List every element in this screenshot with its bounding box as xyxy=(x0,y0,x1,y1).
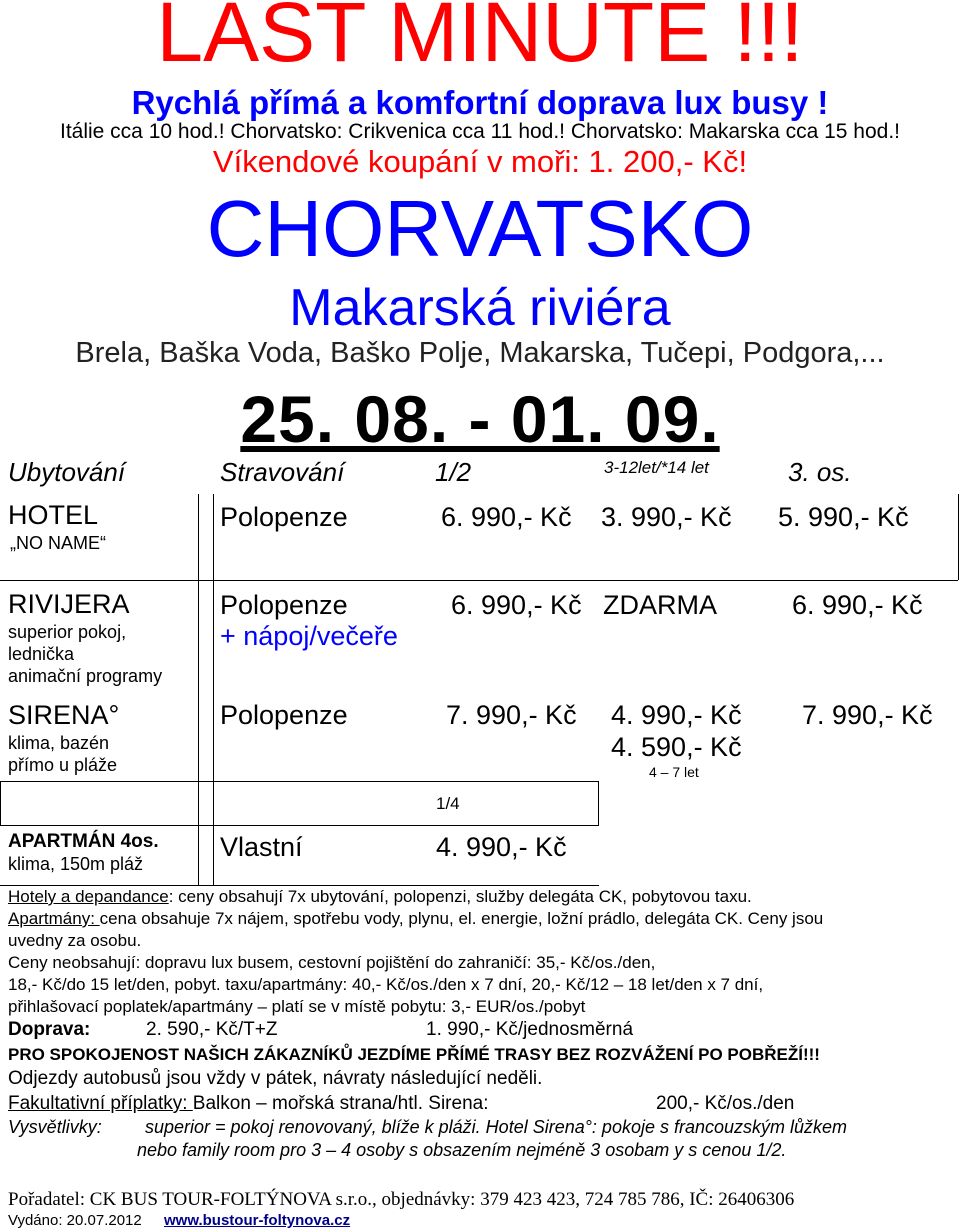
note-excluded-1: Ceny neobsahují: dopravu lux busem, cestovní pojištění do zahraničí: 35,- Kč/os./den, xyxy=(8,953,656,972)
note-excluded-2: 18,- Kč/do 15 let/den, pobyt. taxu/apartmány: 40,- Kč/os./den x 7 dní, 20,- Kč/12 – 18 let/den x 7 dní, xyxy=(8,975,764,994)
rivijera-board: Polopenze xyxy=(220,590,348,620)
sirena-price: 7. 990,- Kč xyxy=(446,700,577,730)
rivijera-board-extra: + nápoj/večeře xyxy=(220,621,398,651)
transport-oneway: 1. 990,- Kč/jednosměrná xyxy=(426,1019,634,1040)
sirena-board: Polopenze xyxy=(220,700,348,730)
legend-text-1: superior = pokoj renovovaný, blíže k pláži. Hotel Sirena°: pokoje s francouzským lůžkem xyxy=(145,1117,848,1137)
issued-date: Vydáno: 20.07.2012 xyxy=(8,1212,142,1229)
apartment-price: 4. 990,- Kč xyxy=(436,832,567,862)
rivijera-name: RIVIJERA xyxy=(8,589,130,619)
col-accommodation: Ubytování xyxy=(8,457,126,487)
travel-times: Itálie cca 10 hod.! Chorvatsko: Crikvenica cca 11 hod.! Chorvatsko: Makarska cca 15 hod.! xyxy=(59,120,901,143)
sirena-name: SIRENA° xyxy=(8,700,120,730)
rivijera-desc-1: superior pokoj, xyxy=(8,622,127,642)
sirena-child-price-2: 4. 590,- Kč xyxy=(611,732,742,762)
apartment-name: APARTMÁN 4os. xyxy=(8,831,159,852)
rivijera-desc-3: animační programy xyxy=(8,666,163,686)
rivijera-desc-2: lednička xyxy=(8,644,75,664)
hotel-price: 6. 990,- Kč xyxy=(441,502,572,532)
transport-label: Doprava: xyxy=(8,1019,91,1040)
hotel-board: Polopenze xyxy=(220,502,348,532)
note-hotels-text: : ceny obsahují 7x ubytování, polopenzi, služby delegáta CK, pobytovou taxu. xyxy=(168,887,752,906)
optional-text: Balkon – mořská strana/htl. Sirena: xyxy=(192,1093,489,1114)
col-child: 3-12let/*14 let xyxy=(604,458,709,477)
note-apartments-text: cena obsahuje 7x nájem, spotřebu vody, plynu, el. energie, ložní prádlo, delegáta CK. Ceny jsou xyxy=(99,909,824,928)
optional-surcharges xyxy=(8,1093,489,1115)
sirena-desc-1: klima, bazén xyxy=(8,733,110,753)
departures: Odjezdy autobusů jsou vždy v pátek, návraty následující neděli. xyxy=(8,1068,543,1089)
col-board: Stravování xyxy=(220,457,345,487)
hotel-name: HOTEL xyxy=(8,500,99,530)
optional-price: 200,- Kč/os./den xyxy=(656,1093,795,1114)
col-third: 3. os. xyxy=(788,457,852,487)
weekend-offer: Víkendové koupání v moři: 1. 200,- Kč! xyxy=(212,144,748,179)
sirena-child-note: 4 – 7 let xyxy=(649,764,699,780)
transport-return: 2. 590,- Kč/T+Z xyxy=(146,1019,278,1040)
hotel-child-price: 3. 990,- Kč xyxy=(601,502,732,532)
subtitle: Rychlá přímá a komfortní doprava lux busy ! xyxy=(131,84,829,121)
apartment-desc: klima, 150m pláž xyxy=(8,854,144,874)
note-excluded-3: přihlašovací poplatek/apartmány – platí se v místě pobytu: 3,- EUR/os./pobyt xyxy=(8,997,586,1016)
direct-routes: PRO SPOKOJENOST NAŠICH ZÁKAZNÍKŮ JEZDÍME PŘÍMÉ TRASY BEZ ROZVÁŽENÍ PO POBŘEŽÍ!!! xyxy=(8,1045,820,1064)
rivijera-third-price: 6. 990,- Kč xyxy=(792,590,923,620)
sirena-desc-2: přímo u pláže xyxy=(8,755,118,775)
apartment-board: Vlastní xyxy=(220,832,303,862)
col-half: 1/2 xyxy=(435,457,472,487)
page-title: LAST MINUTE !!! xyxy=(156,0,804,79)
note-hotels xyxy=(8,886,752,908)
sirena-third-price: 7. 990,- Kč xyxy=(802,700,933,730)
note-apartments-label: Apartmány: xyxy=(8,909,100,928)
legend-text-2: nebo family room pro 3 – 4 osoby s obsazením nejméně 3 osobam y s cenou 1/2. xyxy=(137,1140,787,1160)
sirena-child-price-1: 4. 990,- Kč xyxy=(611,700,742,730)
dates: 25. 08. - 01. 09. xyxy=(240,382,720,456)
note-apartments-2: uvedny za osobu. xyxy=(8,931,142,950)
organizer: Pořadatel: CK BUS TOUR-FOLTÝNOVA s.r.o., objednávky: 379 423 423, 724 785 786, IČ: 26406306 xyxy=(8,1189,795,1210)
legend-label: Vysvětlivky: xyxy=(8,1117,102,1137)
rivijera-child-price: ZDARMA xyxy=(603,590,717,620)
note-hotels-label: Hotely a depandance xyxy=(8,887,169,906)
region-title: Makarská riviéra xyxy=(289,279,671,337)
website-link[interactable]: www.bustour-foltynova.cz xyxy=(164,1212,351,1229)
optional-label: Fakultativní příplatky: xyxy=(8,1093,193,1114)
quarter-label: 1/4 xyxy=(436,794,460,813)
note-apartments xyxy=(8,908,823,930)
places: Brela, Baška Voda, Baško Polje, Makarska, Tučepi, Podgora,... xyxy=(75,337,885,369)
hotel-third-price: 5. 990,- Kč xyxy=(778,502,909,532)
hotel-sub: „NO NAME“ xyxy=(10,533,106,553)
rivijera-price: 6. 990,- Kč xyxy=(451,590,582,620)
country-title: CHORVATSKO xyxy=(206,184,754,273)
